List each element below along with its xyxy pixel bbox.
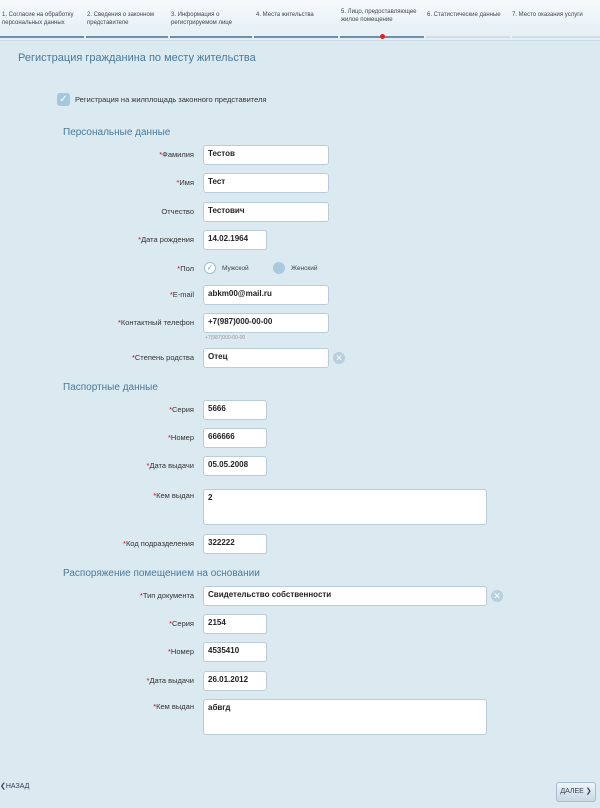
step-progress-4 [254,36,338,38]
patronymic-label: Отчество [161,207,194,216]
surname-input[interactable]: Тестов [203,145,329,165]
gender-male-radio[interactable]: ✓ [204,262,216,274]
relation-label: *Степень родства [131,353,194,362]
step-progress-6 [426,36,510,38]
step-2[interactable]: 2. Сведения о законном представителе [87,12,154,26]
birthdate-input[interactable]: 14.02.1964 [203,230,267,250]
step-7[interactable]: 7. Место оказания услуги [512,12,583,18]
property-series-label: *Серия [169,619,194,628]
step-5[interactable]: 5. Лицо, предоставляющее жилое помещение [341,9,417,23]
property-number-label: *Номер [167,647,194,656]
doc-type-label: *Тип документа [139,591,194,600]
step-progress-2 [86,36,168,38]
birthdate-label: *Дата рождения [138,235,194,244]
passport-series-input[interactable]: 5666 [203,400,267,420]
representative-checkbox-label: Регистрация на жилплощадь законного представителя [75,95,267,104]
patronymic-input[interactable]: Тестович [203,202,329,222]
clear-relation-icon[interactable]: ✕ [333,352,345,364]
property-number-input[interactable]: 4535410 [203,642,267,662]
next-button[interactable]: ДАЛЕЕ ❯ [556,782,596,802]
passport-issue-date-label: *Дата выдачи [146,461,194,470]
property-issue-date-input[interactable]: 26.01.2012 [203,671,267,691]
email-input[interactable]: abkm00@mail.ru [203,285,329,305]
phone-input[interactable]: +7(987)000-00-00 [203,313,329,333]
email-label: *E-mail [169,290,194,299]
current-step-marker [380,34,385,39]
passport-issued-by-label: *Кем выдан [153,491,194,500]
steps-bar [0,0,600,41]
step-3[interactable]: 3. Информация о регистрируемом лице [171,12,233,26]
step-4[interactable]: 4. Места жительства [256,12,314,18]
step-progress-1 [0,36,84,38]
gender-female-radio[interactable] [273,262,285,274]
personal-section-title: Персональные данные [63,127,171,138]
doc-type-input[interactable]: Свидетельство собственности [203,586,487,606]
name-input[interactable]: Тест [203,173,329,193]
property-section-title: Распоряжение помещением на основании [63,568,260,579]
passport-series-label: *Серия [169,405,194,414]
division-code-label: *Код подразделения [123,539,194,548]
division-code-input[interactable]: 322222 [203,534,267,554]
step-progress-7 [512,36,600,38]
phone-label: *Контактный телефон [117,318,194,327]
property-series-input[interactable]: 2154 [203,614,267,634]
passport-section-title: Паспортные данные [63,382,158,393]
step-6[interactable]: 6. Статистические данные [427,12,501,18]
gender-female-label: Женский [291,265,318,272]
passport-number-input[interactable]: 666666 [203,428,267,448]
property-issued-by-label: *Кем выдан [153,702,194,711]
back-button[interactable]: ❮НАЗАД [0,783,30,790]
property-issue-date-label: *Дата выдачи [146,676,194,685]
representative-checkbox[interactable]: ✓ [57,93,70,106]
property-issued-by-input[interactable]: абвгд [203,699,487,735]
phone-format-hint: +7(987)000-00-00 [205,335,246,341]
relation-input[interactable]: Отец [203,348,329,368]
name-label: *Имя [176,178,194,187]
surname-label: *Фамилия [159,150,194,159]
chevron-right-icon: ❯ [585,788,592,795]
page-title: Регистрация гражданина по месту жительства [18,52,256,64]
gender-label: *Пол [177,264,194,273]
passport-number-label: *Номер [167,433,194,442]
chevron-left-icon: ❮ [0,783,6,790]
gender-male-label: Мужской [222,265,249,272]
step-progress-3 [170,36,252,38]
step-1[interactable]: 1. Согласие на обработку персональных данных [2,12,74,26]
passport-issued-by-input[interactable]: 2 [203,489,487,525]
clear-doc-type-icon[interactable]: ✕ [491,590,503,602]
passport-issue-date-input[interactable]: 05.05.2008 [203,456,267,476]
